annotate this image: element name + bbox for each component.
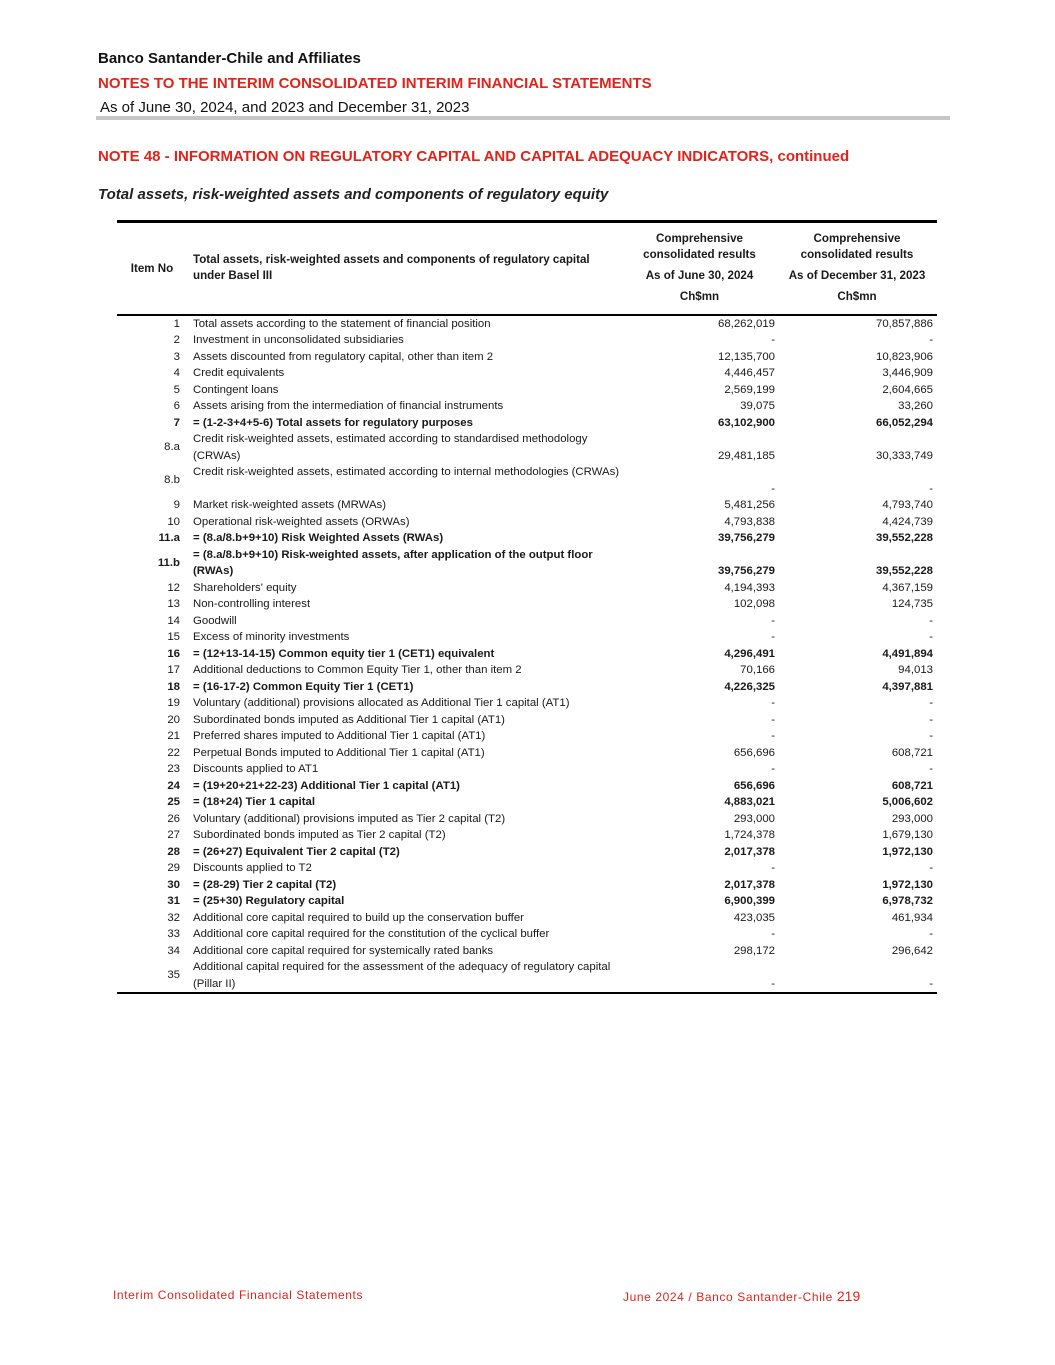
footer-publication-label: June 2024 / Banco Santander-Chile <box>623 1290 833 1304</box>
row-item-number: 27 <box>167 829 180 841</box>
row-value-june-2024: - <box>771 713 775 726</box>
row-item-number: 22 <box>167 746 180 759</box>
row-value-june-2024: 63,102,900 <box>717 416 775 429</box>
row-value-december-2023: - <box>929 614 933 627</box>
row-item-number: 15 <box>167 631 180 643</box>
row-description: Operational risk-weighted assets (ORWAs) <box>193 515 410 528</box>
row-value-june-2024: 4,793,838 <box>724 515 775 528</box>
row-description: = (25+30) Regulatory capital <box>193 895 345 907</box>
table-row <box>117 959 937 993</box>
row-value-june-2024: 4,446,457 <box>724 367 775 379</box>
row-value-june-2024: 2,017,378 <box>724 878 775 891</box>
regulatory-capital-table-container <box>117 220 937 994</box>
row-description: Non-controlling interest <box>193 598 311 610</box>
row-value-june-2024: 2,569,199 <box>724 383 775 396</box>
table-row <box>117 679 937 696</box>
regulatory-capital-table <box>117 220 937 994</box>
row-value-june-2024: 102,098 <box>733 598 775 610</box>
table-row <box>117 464 937 497</box>
row-value-june-2024: 4,194,393 <box>724 581 775 594</box>
table-row <box>117 629 937 646</box>
table-row <box>117 349 937 366</box>
row-value-june-2024: - <box>771 862 775 874</box>
table-row <box>117 431 937 464</box>
row-item-number: 34 <box>167 944 180 957</box>
table-row <box>117 926 937 943</box>
row-description: Excess of minority investments <box>193 631 350 643</box>
row-value-december-2023: 5,006,602 <box>882 796 933 808</box>
row-description: = (1-2-3+4+5-6) Total assets for regulatory purposes <box>193 416 473 429</box>
row-value-december-2023: - <box>929 928 933 940</box>
row-description: Additional capital required for the assessment of the adequacy of regulatory capital (Pillar II) <box>187 959 622 993</box>
row-description: Discounts applied to T2 <box>193 862 312 874</box>
row-item-number: 8.b <box>164 474 180 487</box>
row-item-number: 18 <box>167 680 180 693</box>
table-body <box>117 315 937 994</box>
table-row <box>117 580 937 597</box>
row-value-december-2023: 70,857,886 <box>779 315 937 333</box>
row-value-december-2023: 608,721 <box>891 779 933 792</box>
row-description: Additional core capital required to build up the conservation buffer <box>193 911 524 924</box>
table-subtitle: Total assets, risk-weighted assets and components of regulatory equity <box>98 186 609 203</box>
table-row <box>117 662 937 679</box>
table-row <box>117 332 937 349</box>
row-description: = (8.a/8.b+9+10) Risk-weighted assets, after application of the output floor (RWAs) <box>193 548 593 577</box>
table-row <box>117 844 937 861</box>
row-description: Credit equivalents <box>193 367 285 379</box>
row-description: Voluntary (additional) provisions imputed as Tier 2 capital (T2) <box>193 812 506 825</box>
row-value-june-2024: 2,017,378 <box>724 845 775 858</box>
row-value-june-2024: 6,900,399 <box>724 895 775 907</box>
row-value-december-2023: 2,604,665 <box>882 383 933 396</box>
row-value-june-2024: 5,481,256 <box>724 499 775 511</box>
row-item-number: 14 <box>167 614 180 627</box>
row-value-december-2023: 608,721 <box>891 746 933 759</box>
page-number: 219 <box>836 1288 861 1304</box>
table-row <box>117 877 937 894</box>
row-item-number: 25 <box>167 796 180 808</box>
row-value-december-2023: - <box>929 482 933 495</box>
row-item-number: 29 <box>167 862 180 874</box>
row-value-december-2023: 4,491,894 <box>882 647 933 660</box>
row-item-number: 6 <box>173 400 180 412</box>
row-item-number: 26 <box>167 812 180 825</box>
row-value-june-2024: 4,226,325 <box>724 680 775 693</box>
row-value-december-2023: 30,333,749 <box>875 449 933 462</box>
row-description: Subordinated bonds imputed as Additional Tier 1 capital (AT1) <box>193 713 505 726</box>
table-row <box>117 398 937 415</box>
header-description: Total assets, risk-weighted assets and components of regulatory capital under Basel III <box>187 222 622 315</box>
header-december-2023 <box>779 222 937 315</box>
row-value-june-2024: 12,135,700 <box>717 350 775 363</box>
header-december-2023-unit: Ch$mn <box>837 290 877 304</box>
table-row <box>117 514 937 531</box>
row-value-june-2024: - <box>771 614 775 627</box>
table-row <box>117 646 937 663</box>
row-value-june-2024: 39,075 <box>740 400 775 412</box>
row-value-june-2024: 68,262,019 <box>622 315 779 333</box>
row-description: = (28-29) Tier 2 capital (T2) <box>193 878 337 891</box>
row-value-december-2023: 461,934 <box>891 911 933 924</box>
row-value-december-2023: 94,013 <box>898 664 933 676</box>
row-description: Discounts applied to AT1 <box>193 763 319 775</box>
row-item-number: 1 <box>117 315 187 333</box>
row-item-number: 4 <box>173 367 180 379</box>
table-row <box>117 745 937 762</box>
row-item-number: 12 <box>167 581 180 594</box>
row-value-december-2023: - <box>779 959 937 993</box>
row-item-number: 20 <box>167 713 180 726</box>
row-item-number: 2 <box>173 334 180 346</box>
header-june-2024-date: As of June 30, 2024 <box>645 268 754 282</box>
row-value-june-2024: 293,000 <box>733 812 775 825</box>
row-item-number: 7 <box>173 416 180 429</box>
row-description: Market risk-weighted assets (MRWAs) <box>193 499 387 511</box>
header-divider <box>96 116 950 120</box>
row-description: Preferred shares imputed to Additional Tier 1 capital (AT1) <box>193 730 486 742</box>
table-row <box>117 778 937 795</box>
row-value-december-2023: - <box>929 763 933 775</box>
row-item-number: 23 <box>167 763 180 775</box>
row-value-december-2023: 33,260 <box>898 400 933 412</box>
row-value-december-2023: 4,424,739 <box>882 515 933 528</box>
table-row <box>117 712 937 729</box>
row-value-june-2024: - <box>622 959 779 993</box>
row-value-june-2024: 656,696 <box>733 746 775 759</box>
row-description: Shareholders' equity <box>193 581 297 594</box>
row-value-june-2024: 29,481,185 <box>717 449 775 462</box>
row-value-june-2024: 423,035 <box>733 911 775 924</box>
row-value-june-2024: - <box>771 928 775 940</box>
row-value-december-2023: - <box>929 862 933 874</box>
row-value-december-2023: 10,823,906 <box>875 350 933 363</box>
header-june-2024-unit: Ch$mn <box>679 290 720 304</box>
row-value-june-2024: 4,883,021 <box>724 796 775 808</box>
row-item-number: 21 <box>167 730 180 742</box>
table-row <box>117 860 937 877</box>
row-description: = (26+27) Equivalent Tier 2 capital (T2) <box>193 845 400 858</box>
row-value-december-2023: 66,052,294 <box>875 416 933 429</box>
header-june-2024 <box>622 222 779 315</box>
row-value-december-2023: 124,735 <box>891 598 933 610</box>
row-item-number: 28 <box>167 845 180 858</box>
row-value-december-2023: 39,552,228 <box>875 565 933 577</box>
table-row <box>117 943 937 960</box>
row-item-number: 16 <box>167 647 180 660</box>
table-row <box>117 893 937 910</box>
row-value-december-2023: - <box>929 334 933 346</box>
footer-publication <box>623 1288 860 1304</box>
row-description: = (19+20+21+22-23) Additional Tier 1 capital (AT1) <box>193 779 460 792</box>
row-description: Goodwill <box>193 614 237 627</box>
row-item-number: 30 <box>167 878 180 891</box>
row-item-number: 3 <box>173 350 180 363</box>
row-value-june-2024: 298,172 <box>733 944 775 957</box>
header-december-2023-date: As of December 31, 2023 <box>788 268 926 282</box>
as-of-date: As of June 30, 2024, and 2023 and December 31, 2023 <box>100 99 470 116</box>
row-value-december-2023: 4,397,881 <box>882 680 933 693</box>
table-row <box>117 365 937 382</box>
row-description: = (12+13-14-15) Common equity tier 1 (CET1) equivalent <box>193 647 495 660</box>
row-description: Credit risk-weighted assets, estimated according to internal methodologies (CRWAs) <box>193 466 620 478</box>
row-item-number: 33 <box>167 928 180 940</box>
row-value-june-2024: 1,724,378 <box>724 829 775 841</box>
row-value-june-2024: 4,296,491 <box>724 647 775 660</box>
table-row <box>117 695 937 712</box>
header-june-2024-title: Comprehensive consolidated results <box>643 231 756 262</box>
table-row <box>117 315 937 333</box>
row-item-number: 24 <box>167 779 180 792</box>
row-description: Voluntary (additional) provisions allocated as Additional Tier 1 capital (AT1) <box>193 697 570 709</box>
row-value-december-2023: 4,367,159 <box>882 581 933 594</box>
row-value-june-2024: - <box>771 631 775 643</box>
row-description: = (16-17-2) Common Equity Tier 1 (CET1) <box>193 680 414 693</box>
row-description: Total assets according to the statement of financial position <box>187 315 622 333</box>
row-value-june-2024: - <box>771 482 775 495</box>
row-description: Perpetual Bonds imputed to Additional Tier 1 capital (AT1) <box>193 746 485 759</box>
row-value-june-2024: - <box>771 697 775 709</box>
table-row <box>117 613 937 630</box>
row-item-number: 35 <box>117 959 187 993</box>
row-value-december-2023: 4,793,740 <box>882 499 933 511</box>
row-item-number: 8.a <box>164 441 180 454</box>
row-description: = (18+24) Tier 1 capital <box>193 796 315 808</box>
header-december-2023-title: Comprehensive consolidated results <box>800 231 914 262</box>
row-value-december-2023: 296,642 <box>891 944 933 957</box>
row-item-number: 9 <box>173 499 180 511</box>
table-row <box>117 811 937 828</box>
row-value-june-2024: - <box>771 730 775 742</box>
table-row <box>117 910 937 927</box>
row-value-december-2023: 39,552,228 <box>875 532 933 544</box>
table-row <box>117 827 937 844</box>
row-item-number: 17 <box>167 664 180 676</box>
row-item-number: 32 <box>167 911 180 924</box>
table-row <box>117 497 937 514</box>
row-description: Contingent loans <box>193 383 279 396</box>
table-row <box>117 794 937 811</box>
row-description: Subordinated bonds imputed as Tier 2 capital (T2) <box>193 829 446 841</box>
row-value-june-2024: - <box>771 334 775 346</box>
row-value-december-2023: 6,978,732 <box>882 895 933 907</box>
row-description: Credit risk-weighted assets, estimated according to standardised methodology (CRWAs) <box>193 433 588 462</box>
row-description: Assets discounted from regulatory capital, other than item 2 <box>193 350 494 363</box>
row-value-june-2024: 39,756,279 <box>717 565 775 577</box>
row-item-number: 31 <box>167 895 180 907</box>
row-value-december-2023: 293,000 <box>891 812 933 825</box>
row-item-number: 5 <box>173 383 180 396</box>
row-value-june-2024: 656,696 <box>733 779 775 792</box>
row-value-december-2023: 1,972,130 <box>882 845 933 858</box>
note-title: NOTE 48 - INFORMATION ON REGULATORY CAPITAL AND CAPITAL ADEQUACY INDICATORS, continued <box>98 148 850 165</box>
row-value-december-2023: - <box>929 713 933 726</box>
table-row <box>117 382 937 399</box>
row-value-june-2024: - <box>771 763 775 775</box>
row-description: = (8.a/8.b+9+10) Risk Weighted Assets (RWAs) <box>193 532 444 544</box>
header-item-no: Item No <box>117 222 187 315</box>
row-value-june-2024: 39,756,279 <box>717 532 775 544</box>
row-item-number: 19 <box>167 697 180 709</box>
table-row <box>117 547 937 580</box>
row-description: Investment in unconsolidated subsidiaries <box>193 334 404 346</box>
row-description: Additional core capital required for the constitution of the cyclical buffer <box>193 928 550 940</box>
row-value-december-2023: 1,679,130 <box>882 829 933 841</box>
row-value-december-2023: - <box>929 631 933 643</box>
row-item-number: 11.b <box>157 556 180 569</box>
row-value-december-2023: - <box>929 697 933 709</box>
company-name: Banco Santander-Chile and Affiliates <box>98 50 361 67</box>
row-value-december-2023: 3,446,909 <box>882 367 933 379</box>
row-description: Additional deductions to Common Equity Tier 1, other than item 2 <box>193 664 522 676</box>
row-value-december-2023: 1,972,130 <box>882 878 933 891</box>
row-item-number: 13 <box>167 598 180 610</box>
row-value-december-2023: - <box>929 730 933 742</box>
footer-document-title: Interim Consolidated Financial Statements <box>113 1288 364 1302</box>
row-description: Assets arising from the intermediation of financial instruments <box>193 400 504 412</box>
table-row <box>117 596 937 613</box>
row-value-june-2024: 70,166 <box>740 664 775 676</box>
row-description: Additional core capital required for systemically rated banks <box>193 944 494 957</box>
notes-title: NOTES TO THE INTERIM CONSOLIDATED INTERIM FINANCIAL STATEMENTS <box>98 75 652 92</box>
table-row <box>117 530 937 547</box>
row-item-number: 10 <box>167 515 180 528</box>
row-item-number: 11.a <box>158 532 180 544</box>
table-row <box>117 415 937 432</box>
table-row <box>117 728 937 745</box>
table-row <box>117 761 937 778</box>
